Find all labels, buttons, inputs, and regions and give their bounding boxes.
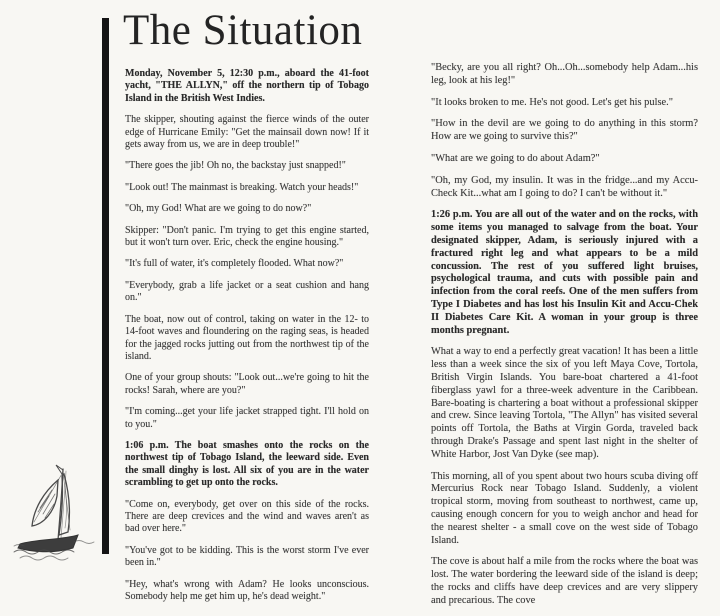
narrative-paragraph: What a way to end a perfectly great vacation! It has been a little less than a week since the six of you left Maya Cove, Tortola, British Virgin Islands. You bare-boat chartered a 41-foot fiberglass yawl for a three-week adventure in the Caribbean. Bare-boating is chartering a boat without a professional skipper and crew. Since leaving Tortola, "The Allyn" has visited several points off Tortola, the Baths at Virgin Gorda, traveled back through Drake's Passage and spent last night in the shelter of White Harbor, Jost Van Dyke (see map). xyxy=(431,346,698,460)
narrative-paragraph: "Oh, my God! What are we going to do now?" xyxy=(125,203,312,215)
narrative-paragraph: "What are we going to do about Adam?" xyxy=(431,152,600,164)
narrative-paragraph: "It looks broken to me. He's not good. Let's get his pulse." xyxy=(431,96,673,108)
right-column xyxy=(431,62,698,616)
narrative-paragraph: The cove is about half a mile from the rocks where the boat was lost. The water bordering the leeward side of the island is deep; the rocks and cliffs have deep crevices and are very slippery and precarious. The cove xyxy=(431,556,698,606)
narrative-paragraph: "Come on, everybody, get over on this side of the rocks. There are deep crevices and the wind and waves aren't as bad over here." xyxy=(125,498,369,535)
page-title: The Situation xyxy=(123,7,363,54)
timestamped-narrative-paragraph: 1:26 p.m. You are all out of the water and on the rocks, with some items you managed to salvage from the boat. Your designated skipper, Adam, is seriously injured with a fractured right leg and what appears to be a mild concussion. The rest of you suffered light bruises, psychological trauma, and cuts with possible pain and infection from the coral reefs. One of the men suffers from Type I Diabetes and has lost his Insulin Kit and Accu-Chek II Diabetes Care Kit. A woman in your group is three months pregnant. xyxy=(431,209,698,336)
sailboat-illustration xyxy=(12,464,104,564)
narrative-paragraph: "How in the devil are we going to do anything in this storm? How are we going to survive this?" xyxy=(431,118,698,143)
narrative-paragraph: "It's full of water, it's completely flooded. What now?" xyxy=(125,258,344,270)
narrative-paragraph: One of your group shouts: "Look out...we're going to hit the rocks! Sarah, where are you?" xyxy=(125,372,369,396)
narrative-paragraph: The skipper, shouting against the fierce winds of the outer edge of Hurricane Emily: "Get the mainsail down now! If it gets away from us, we are in deep trouble!" xyxy=(125,114,369,151)
narrative-paragraph: "Everybody, grab a life jacket or a seat cushion and hang on." xyxy=(125,279,369,304)
narrative-paragraph: "Becky, are you all right? Oh...Oh...somebody help Adam...his leg, look at his leg!" xyxy=(431,62,698,86)
left-column xyxy=(125,68,369,612)
narrative-paragraph: "There goes the jib! Oh no, the backstay just snapped!" xyxy=(125,160,346,172)
narrative-paragraph: Skipper: "Don't panic. I'm trying to get this engine started, but it won't turn over. Eric, check the engine housing." xyxy=(125,224,369,249)
narrative-paragraph: "I'm coming...get your life jacket strapped tight. I'll hold on to you." xyxy=(125,406,369,430)
narrative-paragraph: "Hey, what's wrong with Adam? He looks unconscious. Somebody help me get him up, he's dead weight." xyxy=(125,578,369,602)
narrative-paragraph: "You've got to be kidding. This is the worst storm I've ever been in." xyxy=(125,544,369,569)
timestamped-narrative-paragraph: 1:06 p.m. The boat smashes onto the rocks on the northwest tip of Tobago Island, the leeward side. Even the small dinghy is lost. All six of you are in the water scrambling to get up onto the rocks. xyxy=(125,439,369,489)
narrative-paragraph: "Look out! The mainmast is breaking. Watch your heads!" xyxy=(125,181,359,193)
narrative-paragraph: The boat, now out of control, taking on water in the 12- to 14-foot waves and floundering on the raging seas, is headed for the jagged rocks jutting out from the northwest tip of the island. xyxy=(125,313,369,362)
narrative-paragraph: This morning, all of you spent about two hours scuba diving off Mercurius Rock near Tobago Island. Suddenly, a violent tropical storm, moving from southeast to northwest, came up, causing enough concern for you to weigh anchor and head for the nearest shelter - a small cove on the west side of Tobago Island. xyxy=(431,470,698,546)
timestamped-narrative-paragraph: Monday, November 5, 12:30 p.m., aboard the 41-foot yacht, "THE ALLYN," off the northern tip of Tobago Island in the British West Indies. xyxy=(125,68,369,104)
narrative-paragraph: "Oh, my God, my insulin. It was in the fridge...and my Accu-Check Kit...what am I going to do? I can't be without it." xyxy=(431,174,698,199)
